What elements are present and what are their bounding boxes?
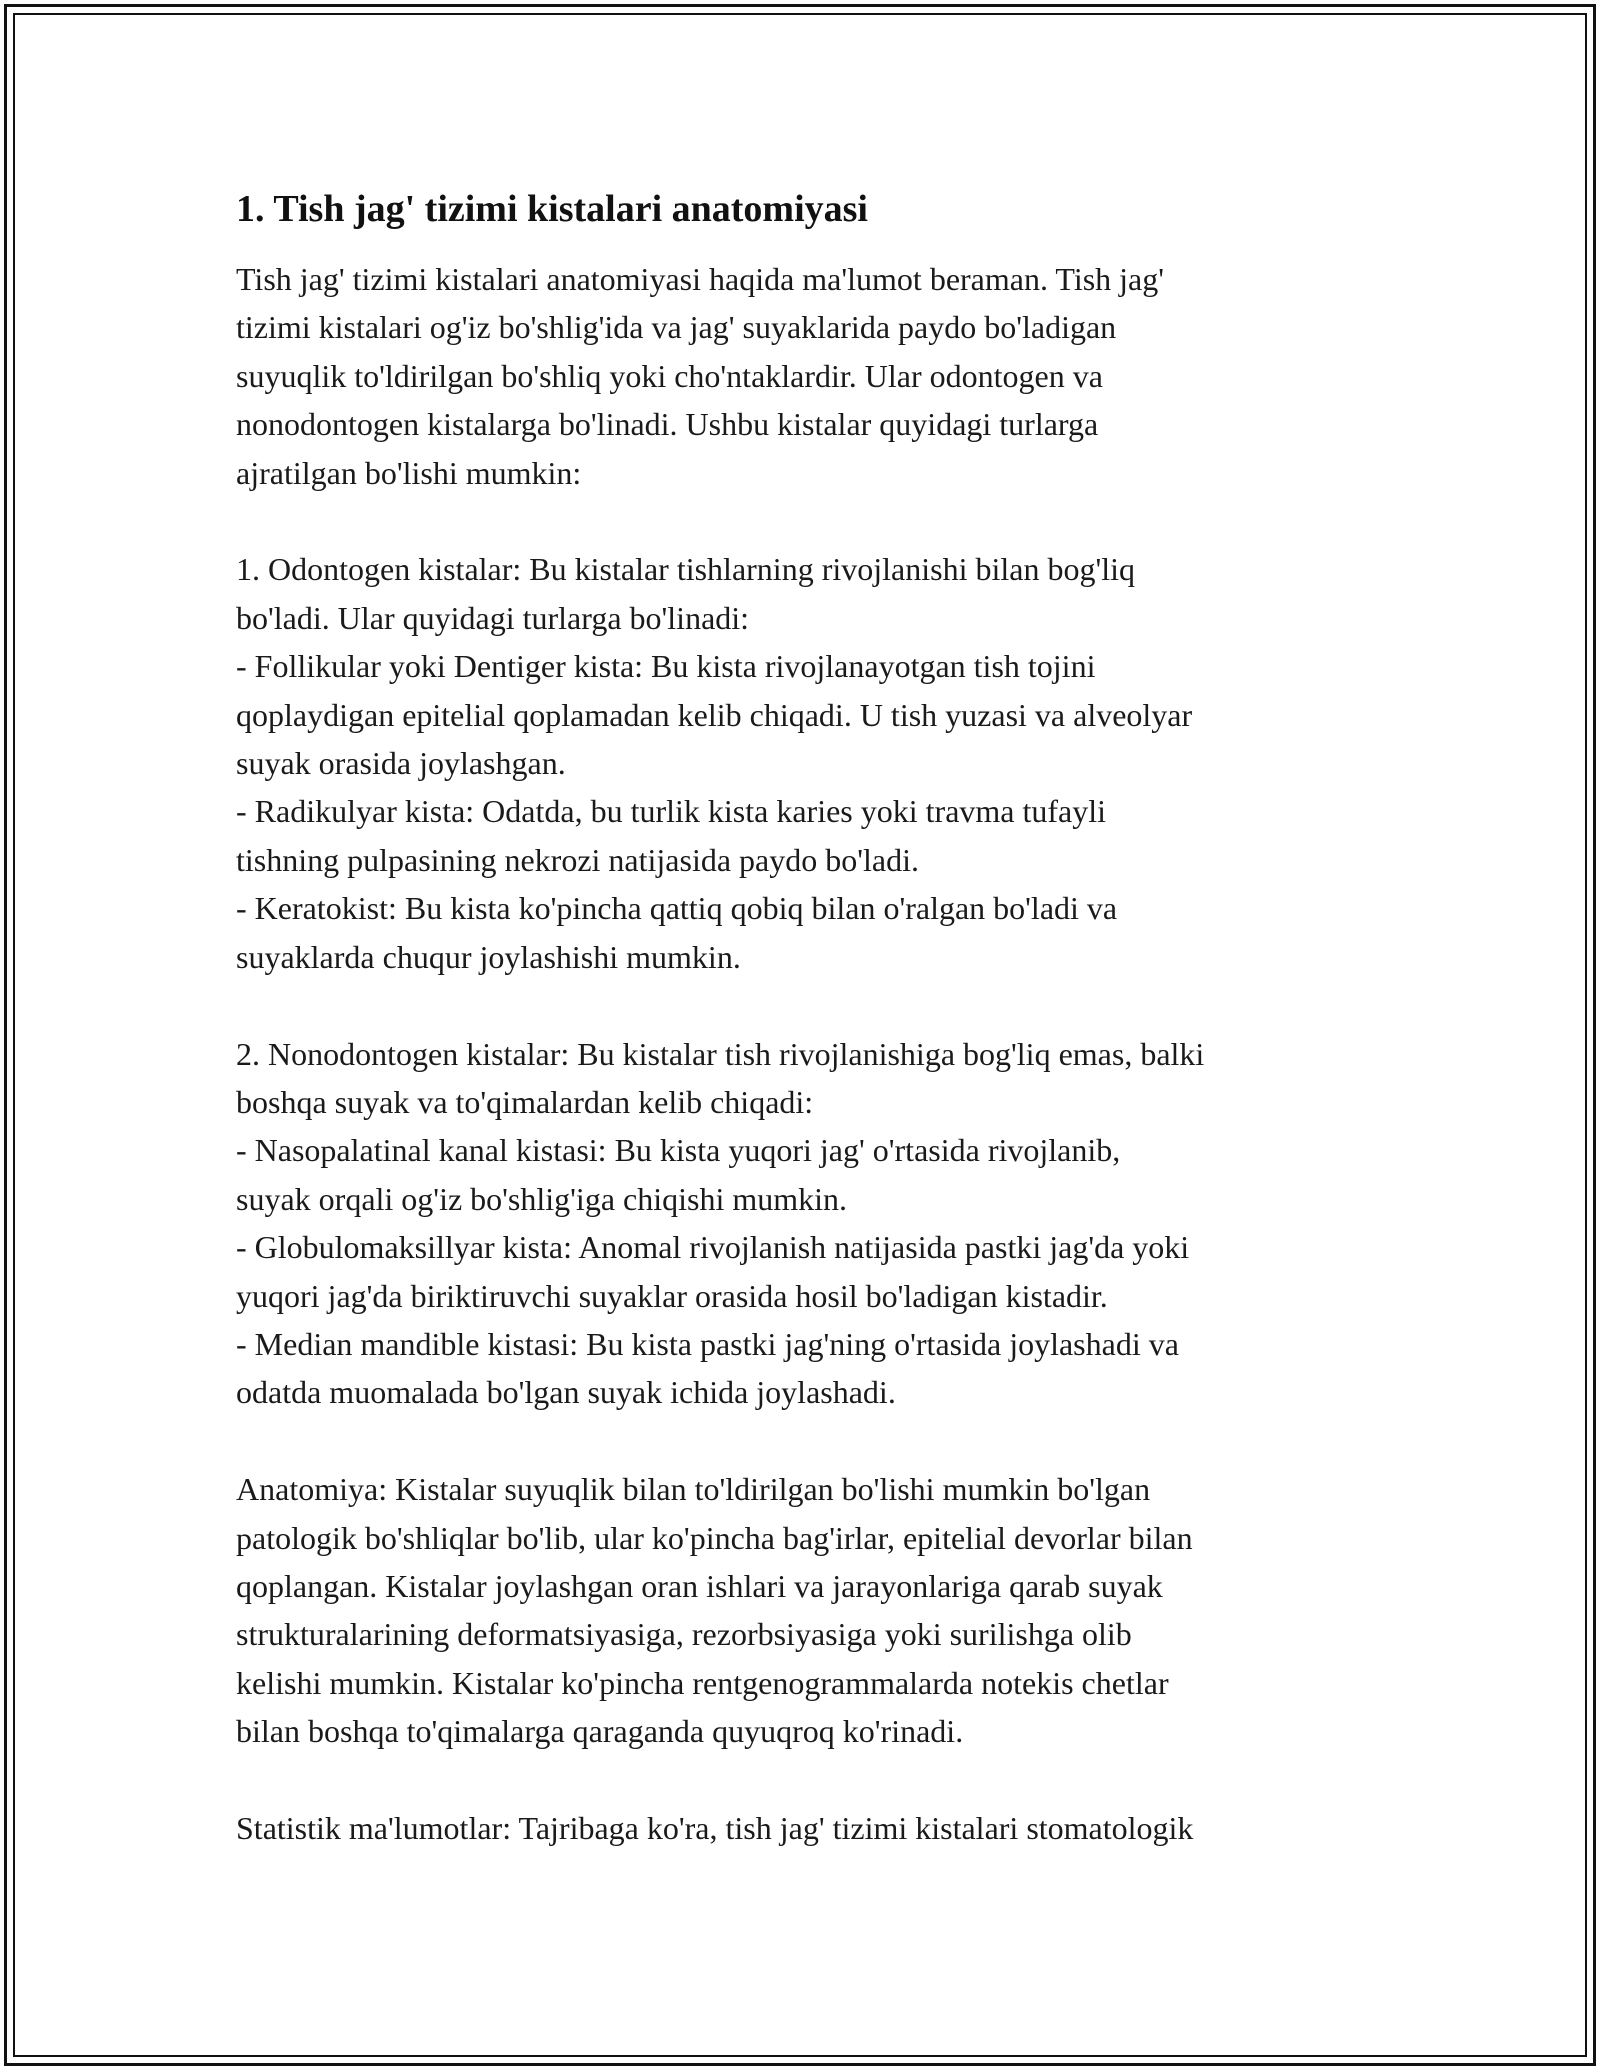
document-body [236,185,1366,1852]
document-text: Tish jag' tizimi kistalari anatomiyasi haqida ma'lumot beraman. Tish jag' tizimi kistalari og'iz bo'shlig'ida va jag' suyaklarida paydo bo'ladigan suyuqlik to'ldirilgan bo'shliq yoki cho'ntaklardir. Ular odontogen va nonodontogen kistalarga bo'linadi. Ushbu kistalar quyidagi turlarga ajratilgan bo'lishi mumkin: 1. Odontogen kistalar: Bu kistalar tishlarning rivojlanishi bilan bog'liq bo'ladi. Ular quyidagi turlarga bo'linadi: - Follikular yoki Dentiger kista: Bu kista rivojlanayotgan tish tojini qoplaydigan epitelial qoplamadan kelib chiqadi. U tish yuzasi va alveolyar suyak orasida joylashgan. - Radikulyar kista: Odatda, bu turlik kista karies yoki travma tufayli tishning pulpasining nekrozi natijasida paydo bo'ladi. - Keratokist: Bu kista ko'pincha qattiq qobiq bilan o'ralgan bo'ladi va suyaklarda chuqur joylashishi mumkin. 2. Nonodontogen kistalar: Bu kistalar tish rivojlanishiga bog'liq emas, balki boshqa suyak va to'qimalardan kelib chiqadi: - Nasopalatinal kanal kistasi: Bu kista yuqori jag' o'rtasida rivojlanib, suyak orqali og'iz bo'shlig'iga chiqishi mumkin. - Globulomaksillyar kista: Anomal rivojlanish natijasida pastki jag'da yoki yuqori jag'da biriktiruvchi suyaklar orasida hosil bo'ladigan kistadir. - Median mandible kistasi: Bu kista pastki jag'ning o'rtasida joylashadi va odatda muomalada bo'lgan suyak ichida joylashadi. Anatomiya: Kistalar suyuqlik bilan to'ldirilgan bo'lishi mumkin bo'lgan patologik bo'shliqlar bo'lib, ular ko'pincha bag'irlar, epitelial devorlar bilan qoplangan. Kistalar joylashgan oran ishlari va jarayonlariga qarab suyak strukturalarining deformatsiyasiga, rezorbsiyasiga yoki surilishga olib kelishi mumkin. Kistalar ko'pincha rentgenogrammalarda notekis chetlar bilan boshqa to'qimalarga qaraganda quyuqroq ko'rinadi. Statistik ma'lumotlar: Tajribaga ko'ra, tish jag' tizimi kistalari stomatologik [236,261,1205,1846]
document-heading: 1. Tish jag' tizimi kistalari anatomiyasi [236,188,868,230]
